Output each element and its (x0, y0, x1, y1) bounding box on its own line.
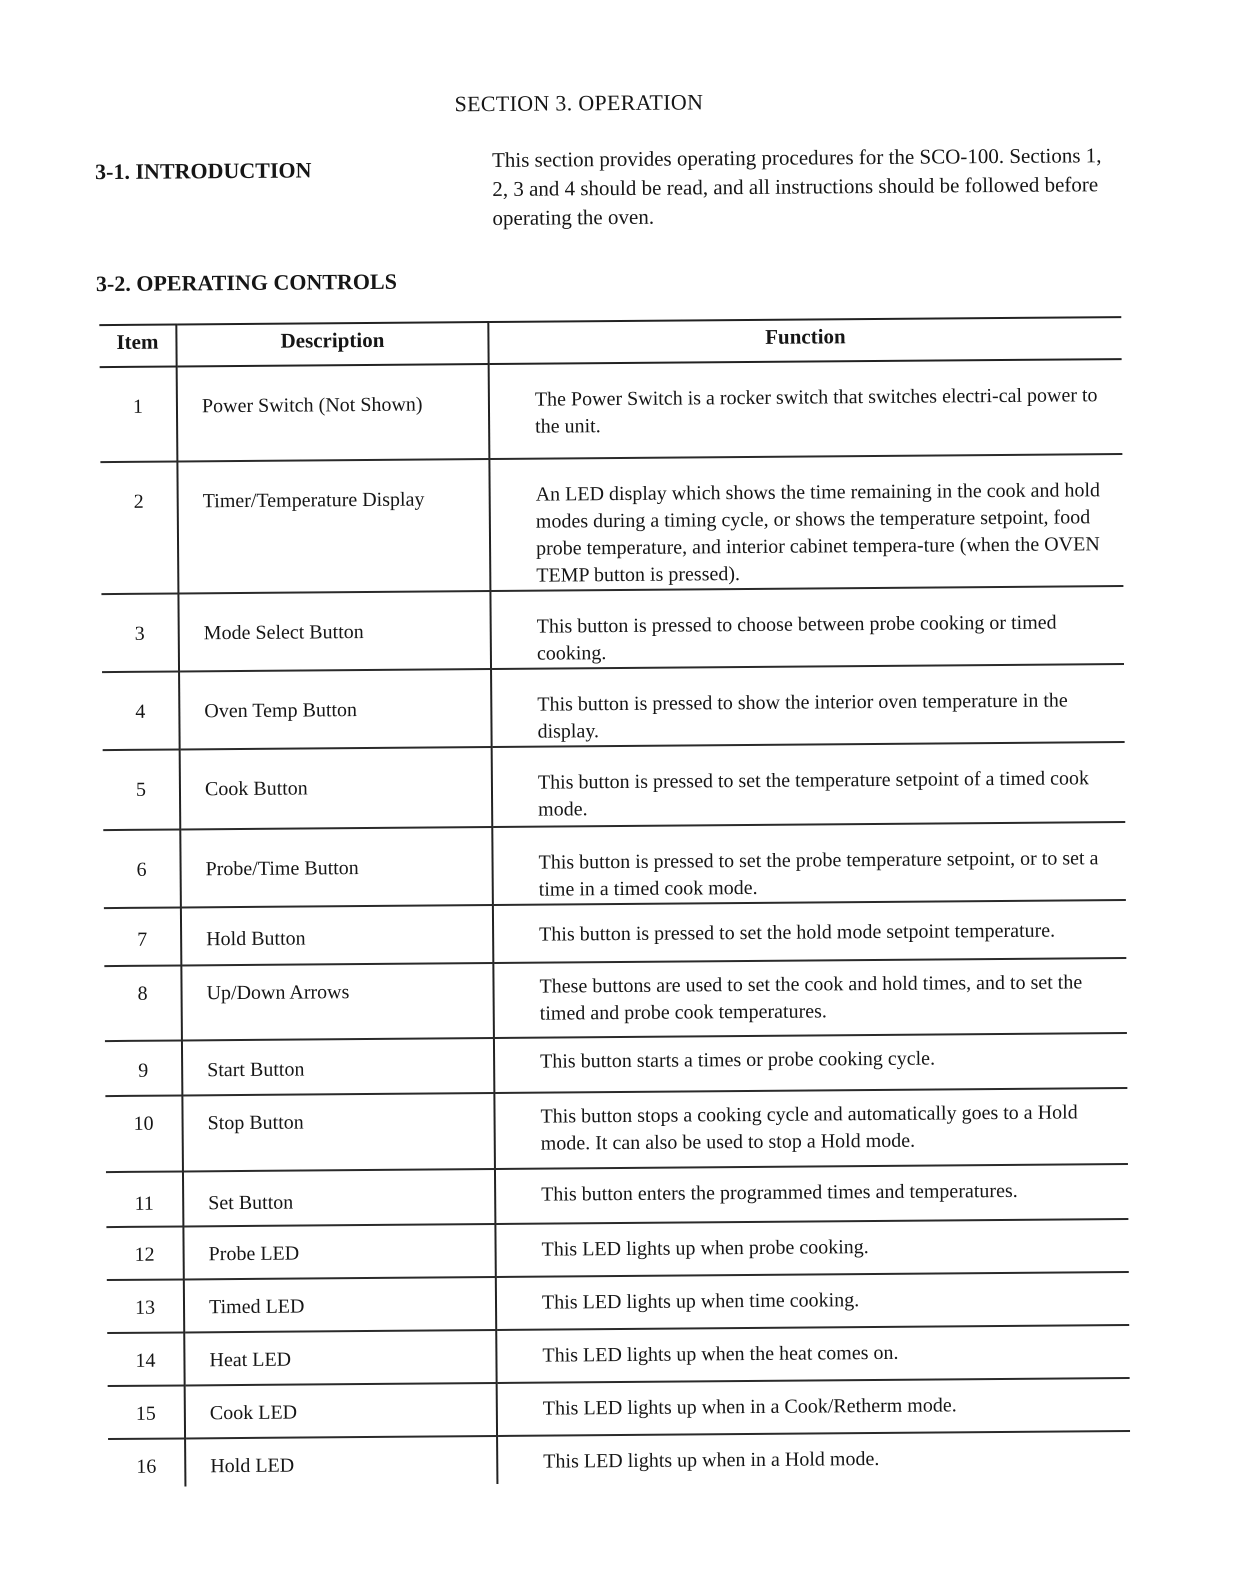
table-row (103, 742, 1126, 830)
cell-description: Start Button (182, 1038, 494, 1095)
cell-item: 1 (100, 366, 178, 462)
column-header-description: Description (176, 322, 488, 366)
operating-controls-table (99, 316, 1130, 1487)
cell-description: Hold Button (181, 905, 493, 965)
cell-function: This button is pressed to set the probe temperature setpoint, or to set a time in a timed cook mode. (492, 822, 1126, 905)
table-row (107, 1272, 1129, 1333)
cell-description: Power Switch (Not Shown) (177, 364, 490, 461)
cell-item: 11 (106, 1171, 183, 1227)
table-row (106, 1164, 1128, 1227)
cell-item: 7 (104, 907, 181, 966)
cell-function: This LED lights up when in a Hold mode. (543, 1447, 880, 1473)
table-row (105, 1088, 1128, 1172)
cell-item: 10 (105, 1095, 183, 1172)
table-row (104, 958, 1127, 1041)
table-row (100, 454, 1123, 594)
cell-item: 2 (100, 461, 178, 594)
introduction-text: This section provides operating procedures for the SCO-100. Sections 1, 2, 3 and 4 should be read, and all instructions should be followed before operating the oven. (491, 143, 1102, 230)
cell-description: Probe/Time Button (180, 827, 493, 907)
cell-description: Cook LED (185, 1383, 497, 1438)
table-row (106, 1219, 1128, 1280)
cell-function: This button is pressed to show the interior oven temperature in the display. (491, 664, 1125, 747)
cell-description: Set Button (183, 1169, 495, 1226)
table-row (103, 822, 1126, 908)
introduction-heading: 3-1. INTRODUCTION (95, 157, 312, 185)
cell-description: Probe LED (183, 1224, 495, 1279)
cell-item: 9 (105, 1040, 182, 1096)
cell-description: Up/Down Arrows (181, 963, 494, 1040)
cell-function: This LED lights up when time cooking. (496, 1272, 1129, 1330)
cell-item: 14 (107, 1332, 184, 1386)
table-row (104, 900, 1126, 966)
cell-item: 6 (103, 829, 181, 908)
cell-item: 4 (102, 671, 180, 750)
cell-description: Timed LED (184, 1277, 496, 1332)
table-row (108, 1378, 1130, 1439)
table-row (108, 1431, 1130, 1487)
cell-description: Heat LED (184, 1330, 496, 1385)
operating-controls-heading: 3-2. OPERATING CONTROLS (95, 268, 397, 297)
column-header-function: Function (488, 317, 1121, 364)
table-row (102, 664, 1125, 750)
cell-description: Oven Temp Button (179, 669, 492, 749)
section-title: SECTION 3. OPERATION (454, 89, 704, 117)
cell-function: This button is pressed to set the temperature setpoint of a timed cook mode. (492, 742, 1126, 827)
cell-function: This LED lights up when the heat comes on. (496, 1325, 1129, 1383)
cell-description: Hold LED (185, 1436, 497, 1486)
column-header-item: Item (99, 324, 176, 367)
cell-item: 8 (104, 965, 182, 1041)
cell-description: Timer/Temperature Display (177, 459, 490, 593)
cell-function: This button stops a cooking cycle and automatically goes to a Hold mode. It can also be used to stop a Hold mode. (494, 1088, 1128, 1169)
cell-description: Stop Button (182, 1093, 495, 1171)
cell-item: 16 (108, 1438, 185, 1487)
cell-function: The Power Switch is a rocker switch that switches electri-cal power to the unit. (489, 359, 1123, 459)
cell-function: This button is pressed to choose between probe cooking or timed cooking. (490, 586, 1124, 669)
cell-item: 15 (108, 1385, 185, 1439)
table-row (100, 359, 1123, 462)
cell-item: 5 (103, 749, 181, 830)
cell-description: Mode Select Button (178, 591, 491, 671)
table-row (101, 586, 1124, 672)
cell-item: 13 (107, 1279, 184, 1333)
cell-item: 12 (106, 1226, 183, 1280)
table-row (107, 1325, 1129, 1386)
cell-item: 3 (101, 593, 179, 672)
cell-function: These buttons are used to set the cook and hold times, and to set the timed and probe cook temperatures. (493, 958, 1127, 1038)
cell-function: This button is pressed to set the hold mode setpoint temperature. (493, 900, 1126, 963)
cell-function: This LED lights up when probe cooking. (495, 1219, 1128, 1277)
cell-function: An LED display which shows the time remaining in the cook and hold modes during a timing cycle, or shows the temperature setpoint, food probe temperature, and interior cabinet tempera-ture (when the OVEN TEMP button is pressed). (489, 454, 1123, 591)
cell-function: This LED lights up when in a Cook/Retherm mode. (497, 1378, 1130, 1436)
cell-function: This button enters the programmed times and temperatures. (495, 1164, 1128, 1224)
cell-description: Cook Button (180, 747, 493, 829)
table-row (105, 1033, 1127, 1096)
cell-function: This button starts a times or probe cooking cycle. (494, 1033, 1127, 1093)
